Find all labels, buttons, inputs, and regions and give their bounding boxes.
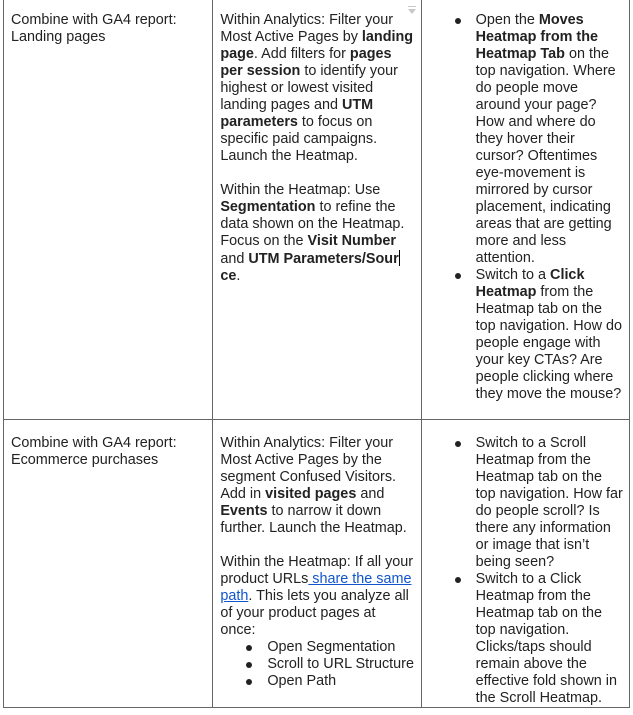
list-item: Scroll to URL Structure bbox=[267, 656, 414, 672]
heatmap-guide-table bbox=[3, 0, 630, 708]
report-label-cell[interactable] bbox=[4, 0, 213, 420]
steps-cell[interactable] bbox=[421, 0, 629, 420]
steps-cell[interactable] bbox=[421, 420, 629, 708]
analytics-cell[interactable] bbox=[213, 420, 421, 708]
heatmap-paragraph: Within the Heatmap: Use Segmentation to refine the data shown on the Heatmap. Focus on the Visit Number and UTM Parameters/Source. bbox=[220, 182, 405, 284]
list-item: Switch to a Click Heatmap from the Heatmap tab on the top navigation. How do people engage with your key CTAs? Are people clicking where they move the mouse? bbox=[475, 267, 623, 402]
steps-list bbox=[429, 12, 623, 403]
share-the-same-path-link[interactable]: share the same path bbox=[220, 571, 412, 604]
list-item: Open Segmentation bbox=[267, 639, 414, 656]
list-item: Open the Moves Heatmap from the Heatmap Tab on the top navigation. Where do people move around your page? How and where do they hover their cursor? Oftentimes eye-movement is mirrored by cursor placement, indicating areas that are getting more and less attention. bbox=[476, 12, 623, 267]
report-label: Combine with GA4 report: Ecommerce purchases bbox=[11, 435, 177, 468]
list-item: Switch to a Scroll Heatmap from the Heatmap tab on the top navigation. How far do people scroll? Is there any information or image that isn’t being seen? bbox=[475, 435, 623, 570]
analytics-paragraph: Within Analytics: Filter your Most Active Pages by landing page. Add filters for pages per session to identify your highest or lowest visited landing pages and UTM parameters to focus on specific paid campaigns. Launch the Heatmap. bbox=[220, 12, 414, 164]
list-item: Open Path bbox=[267, 673, 414, 690]
list-item: Switch to a Click Heatmap from the Heatmap tab on the top navigation. Clicks/taps should remain above the effective fold shown in the Scroll Heatmap. bbox=[476, 571, 623, 707]
table-row-landing-pages bbox=[4, 0, 630, 420]
analytics-paragraph: Within Analytics: Filter your Most Active Pages by the segment Confused Visitors. Add in visited pages and Events to narrow it down further. Launch the Heatmap. bbox=[220, 435, 407, 536]
report-label: Combine with GA4 report: Landing pages bbox=[11, 12, 177, 45]
segmentation-steps-list bbox=[220, 639, 414, 690]
heatmap-paragraph: Within the Heatmap: If all your product URLs share the same path. This lets you analyze all of your product pages at once: bbox=[220, 554, 414, 638]
text-cursor bbox=[399, 250, 400, 266]
steps-list bbox=[429, 435, 623, 707]
table-row-ecommerce-purchases bbox=[4, 420, 630, 708]
cell-dropdown-icon[interactable] bbox=[408, 9, 416, 14]
analytics-cell[interactable] bbox=[213, 0, 421, 420]
report-label-cell[interactable] bbox=[4, 420, 213, 708]
